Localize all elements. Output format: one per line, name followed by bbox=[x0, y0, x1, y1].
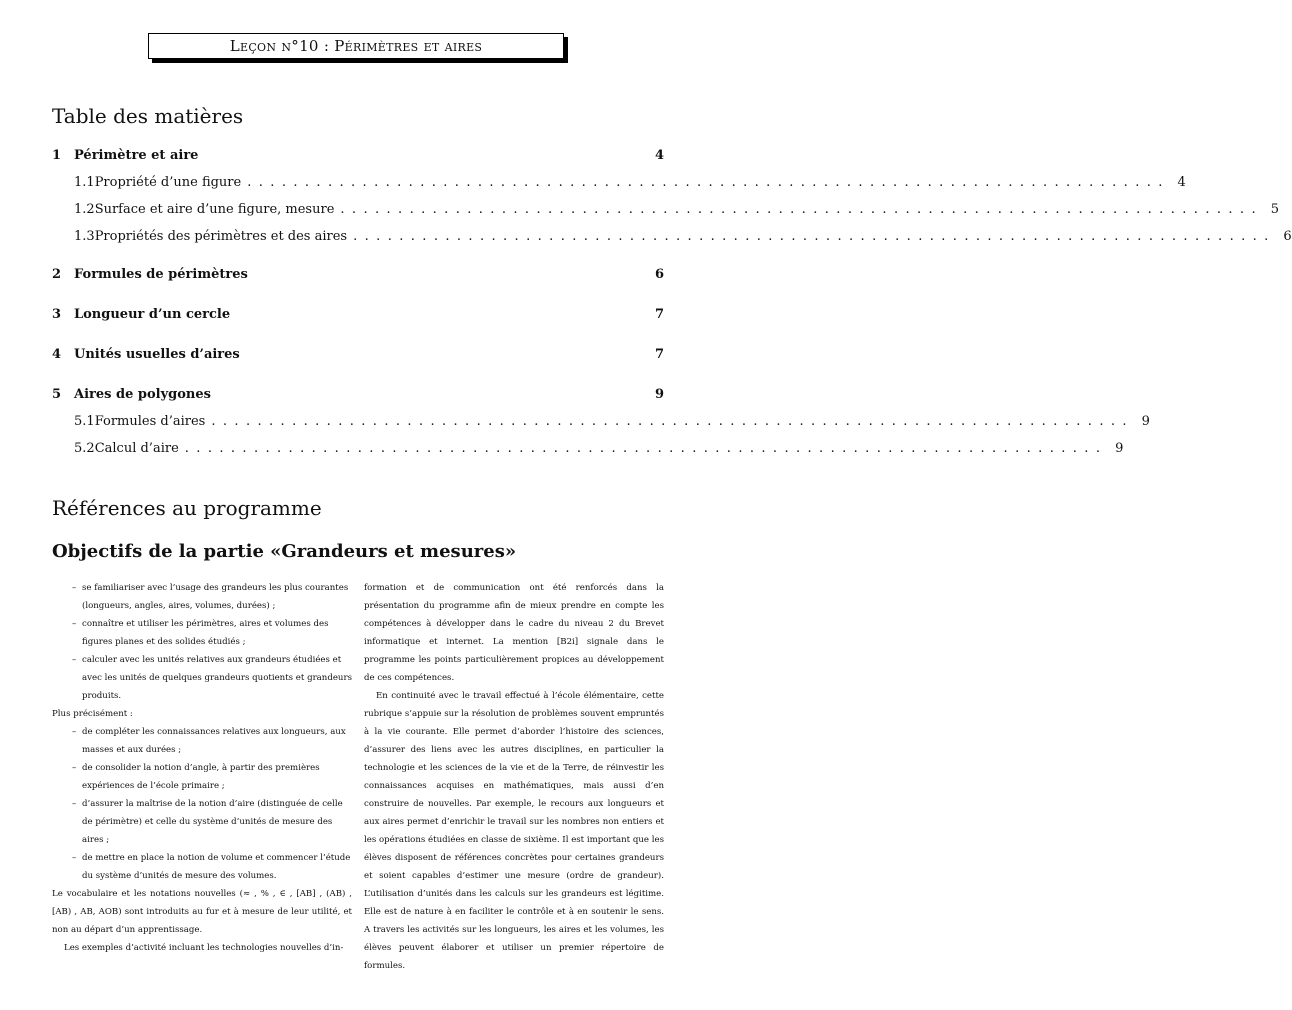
toc-entry-title: Aires de polygones bbox=[74, 387, 211, 402]
bullet-item bbox=[52, 849, 352, 885]
toc-entry-number: 1.1 bbox=[74, 175, 95, 190]
bullet-text: connaître et utiliser les périmètres, aires et volumes des figures planes et des solides étudiés ; bbox=[82, 619, 329, 647]
left-column bbox=[52, 579, 352, 957]
toc-entry-number: 3 bbox=[52, 307, 62, 322]
toc-entry-title: Formules de périmètres bbox=[74, 267, 248, 282]
bullet-text: de consolider la notion d’angle, à partir des premières expériences de l’école primaire ; bbox=[82, 763, 320, 791]
toc-entry-number: 5 bbox=[52, 387, 62, 402]
toc-entry-title: Calcul d’aire bbox=[94, 441, 179, 456]
toc-entry-title: Périmètre et aire bbox=[74, 148, 199, 163]
bullet-dash: – bbox=[72, 655, 77, 665]
bullet-text: se familiariser avec l’usage des grandeurs les plus courantes (longueurs, angles, aires, volumes, durées) ; bbox=[82, 583, 349, 611]
bullet-dash: – bbox=[72, 619, 77, 629]
toc-entry-number: 5.1 bbox=[74, 414, 95, 429]
bullet-item bbox=[52, 615, 352, 651]
toc-entry-page: 9 bbox=[654, 387, 664, 402]
bullet-dash: – bbox=[72, 853, 77, 863]
toc-entry-page: 4 bbox=[1177, 175, 1186, 190]
toc-leader: ................................................................................ bbox=[340, 202, 1263, 217]
toc-entry[interactable] bbox=[52, 148, 664, 168]
toc-entry-number: 2 bbox=[52, 267, 62, 282]
toc-entry-page: 7 bbox=[654, 347, 664, 362]
toc-entry[interactable] bbox=[74, 175, 1186, 195]
toc-heading: Table des matières bbox=[52, 104, 244, 128]
toc-entry-number: 1.3 bbox=[74, 229, 95, 244]
toc-entry-page: 4 bbox=[654, 148, 664, 163]
toc-entry-title: Surface et aire d’une figure, mesure bbox=[94, 202, 335, 217]
right-paragraph-2: En continuité avec le travail effectué à l’école élémentaire, cette rubrique s’appuie sur la résolution de problèmes souvent empruntés à la vie courante. Elle permet d’aborder l’histoire des sciences, d’assurer des liens avec les autres disciplines, en particulier la technologie et les sciences de la vie et de la Terre, de réinvestir les connaissances acquises en mathématiques, mais aussi d’en construire de nouvelles. Par exemple, le recours aux longueurs et aux aires permet d’enrichir le travail sur les nombres non entiers et les opérations étudiées en classe de sixième. Il est important que les élèves disposent de références concrètes pour certaines grandeurs et soient capables d’estimer une mesure (ordre de grandeur). L’utilisation d’unités dans les calculs sur les grandeurs est légitime. Elle est de nature à en faciliter le contrôle et à en soutenir le sens. A travers les activités sur les longueurs, les aires et les volumes, les élèves peuvent élaborer et utiliser un premier répertoire de formules. bbox=[364, 691, 664, 971]
bullet-item bbox=[52, 759, 352, 795]
toc-entry-number: 1 bbox=[52, 148, 62, 163]
bullet-list-2 bbox=[52, 723, 352, 885]
toc-entry-number: 5.2 bbox=[74, 441, 95, 456]
toc-entry[interactable] bbox=[52, 307, 664, 327]
bullet-text: d’assurer la maîtrise de la notion d’aire (distinguée de celle de périmètre) et celle du système d’unités de mesure des aires ; bbox=[82, 799, 343, 845]
toc-entry[interactable] bbox=[52, 347, 664, 367]
toc-entry-number: 4 bbox=[52, 347, 62, 362]
toc-entry-title: Unités usuelles d’aires bbox=[74, 347, 240, 362]
right-paragraph-1: formation et de communication ont été renforcés dans la présentation du programme afin de mieux prendre en compte les compétences à développer dans le cadre du niveau 2 du Brevet informatique et internet. La mention [B2i] signale dans le programme les points particulièrement propices au développement de ces compétences. bbox=[364, 583, 664, 683]
vocab-paragraph: Le vocabulaire et les notations nouvelles (≈ , % , ∈ , [AB] , (AB) , [AB) , AB, AOB) sont introduits au fur et à mesure de leur utilité, et non au départ d’un apprentissage. bbox=[52, 889, 352, 935]
bullet-dash: – bbox=[72, 727, 77, 737]
bullet-text: de compléter les connaissances relatives aux longueurs, aux masses et aux durées ; bbox=[82, 727, 346, 755]
toc-entry[interactable] bbox=[52, 267, 664, 287]
bullet-item bbox=[52, 651, 352, 705]
toc-entry[interactable] bbox=[74, 414, 1150, 434]
toc-entry-number: 1.2 bbox=[74, 202, 95, 217]
toc-entry-title: Formules d’aires bbox=[94, 414, 206, 429]
toc-entry-page: 9 bbox=[1141, 414, 1150, 429]
bullet-dash: – bbox=[72, 583, 77, 593]
toc-leader: ................................................................................ bbox=[184, 441, 1108, 456]
bullet-text: de mettre en place la notion de volume et commencer l’étude du système d’unités de mesure des volumes. bbox=[82, 853, 351, 881]
toc-entry-title: Propriétés des périmètres et des aires bbox=[94, 229, 348, 244]
toc-entry[interactable] bbox=[74, 202, 1279, 222]
right-column bbox=[364, 579, 664, 975]
toc-entry[interactable] bbox=[74, 441, 1124, 461]
exemples-paragraph: Les exemples d’activité incluant les technologies nouvelles d’in- bbox=[64, 943, 344, 953]
bullet-list-1 bbox=[52, 579, 352, 705]
plus-precisement: Plus précisément : bbox=[52, 709, 133, 719]
lesson-title-box bbox=[148, 33, 564, 59]
toc-entry[interactable] bbox=[52, 387, 664, 407]
bullet-item bbox=[52, 723, 352, 759]
toc-leader: ................................................................................ bbox=[353, 229, 1276, 244]
bullet-dash: – bbox=[72, 763, 77, 773]
bullet-item bbox=[52, 795, 352, 849]
bullet-dash: – bbox=[72, 799, 77, 809]
toc-entry-title: Longueur d’un cercle bbox=[74, 307, 231, 322]
objectifs-heading: Objectifs de la partie «Grandeurs et mesures» bbox=[52, 541, 517, 562]
toc-entry-page: 7 bbox=[654, 307, 664, 322]
toc-leader: ................................................................................ bbox=[247, 175, 1170, 190]
toc-entry-page: 9 bbox=[1115, 441, 1124, 456]
toc-entry[interactable] bbox=[74, 229, 1292, 249]
toc-entry-page: 5 bbox=[1270, 202, 1279, 217]
toc-leader: ................................................................................ bbox=[211, 414, 1134, 429]
toc-entry-page: 6 bbox=[1283, 229, 1292, 244]
toc-entry-page: 6 bbox=[654, 267, 664, 282]
references-heading: Références au programme bbox=[52, 496, 322, 520]
toc-entry-title: Propriété d’une figure bbox=[94, 175, 242, 190]
lesson-title: Leçon n°10 : Périmètres et aires bbox=[229, 37, 483, 55]
bullet-text: calculer avec les unités relatives aux grandeurs étudiées et avec les unités de quelques grandeurs quotients et grandeurs produits. bbox=[82, 655, 352, 701]
bullet-item bbox=[52, 579, 352, 615]
